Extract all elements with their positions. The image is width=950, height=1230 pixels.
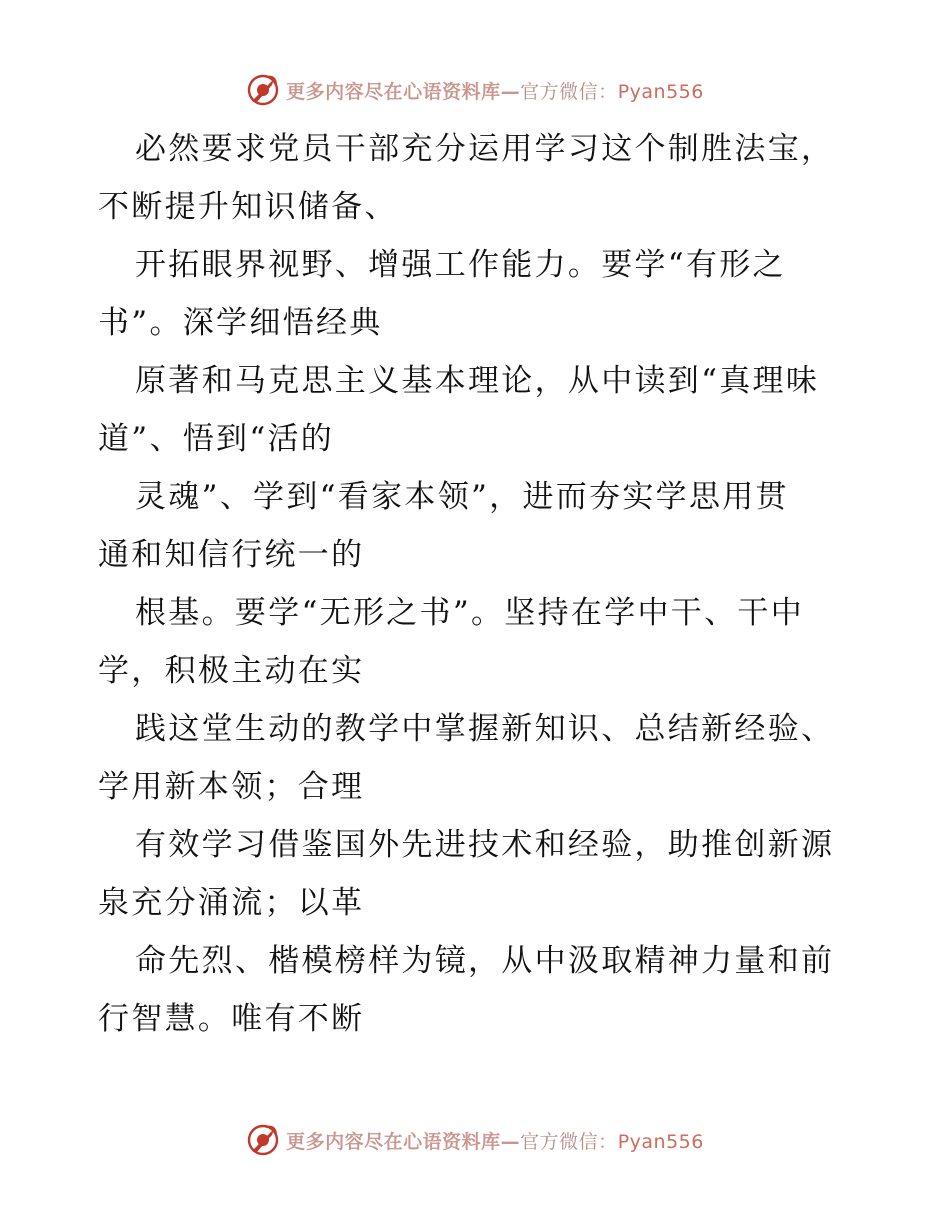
body-line: 灵魂”、学到“看家本领”，进而夯实学思用贯 bbox=[135, 479, 789, 515]
body-line: 泉充分涌流；以革 bbox=[98, 885, 365, 921]
watermark-wechat-id: Pyan556 bbox=[617, 1130, 704, 1153]
body-line: 践这堂生动的教学中掌握新知识、总结新经验、 bbox=[135, 711, 835, 747]
pen-quill-icon bbox=[246, 73, 280, 107]
pen-quill-icon bbox=[246, 1123, 280, 1157]
body-line: 通和知信行统一的 bbox=[98, 537, 365, 573]
body-line: 原著和马克思主义基本理论，从中读到“真理味 bbox=[135, 363, 820, 399]
body-line: 必然要求党员干部充分运用学习这个制胜法宝， bbox=[135, 131, 835, 167]
body-line: 根基。要学“无形之书”。坚持在学中干、干中 bbox=[135, 595, 804, 631]
watermark-text bbox=[286, 1127, 704, 1154]
body-line: 命先烈、楷模榜样为镜，从中汲取精神力量和前 bbox=[135, 943, 835, 979]
watermark-group bbox=[246, 73, 704, 107]
body-line: 行智慧。唯有不断 bbox=[98, 1001, 365, 1037]
document-body bbox=[98, 120, 858, 1048]
body-line: 书”。深学细悟经典 bbox=[98, 305, 383, 341]
watermark-main-text: 更多内容尽在心语资料库 bbox=[286, 80, 501, 103]
header-watermark bbox=[0, 72, 950, 108]
watermark-wechat-id: Pyan556 bbox=[617, 80, 704, 103]
watermark-text bbox=[286, 77, 704, 104]
body-line: 有效学习借鉴国外先进技术和经验，助推创新源 bbox=[135, 827, 835, 863]
body-line: 学，积极主动在实 bbox=[98, 653, 365, 689]
watermark-main-text: 更多内容尽在心语资料库 bbox=[286, 1130, 501, 1153]
body-line: 道”、悟到“活的 bbox=[98, 421, 335, 457]
body-line: 不断提升知识储备、 bbox=[98, 189, 398, 225]
watermark-dash: — bbox=[500, 1130, 521, 1153]
watermark-group bbox=[246, 1123, 704, 1157]
footer-watermark bbox=[0, 1122, 950, 1158]
body-line: 开拓眼界视野、增强工作能力。要学“有形之 bbox=[135, 247, 786, 283]
body-line: 学用新本领；合理 bbox=[98, 769, 365, 805]
watermark-wechat-label: 官方微信： bbox=[520, 1130, 618, 1153]
watermark-dash: — bbox=[500, 80, 521, 103]
watermark-wechat-label: 官方微信： bbox=[520, 80, 618, 103]
